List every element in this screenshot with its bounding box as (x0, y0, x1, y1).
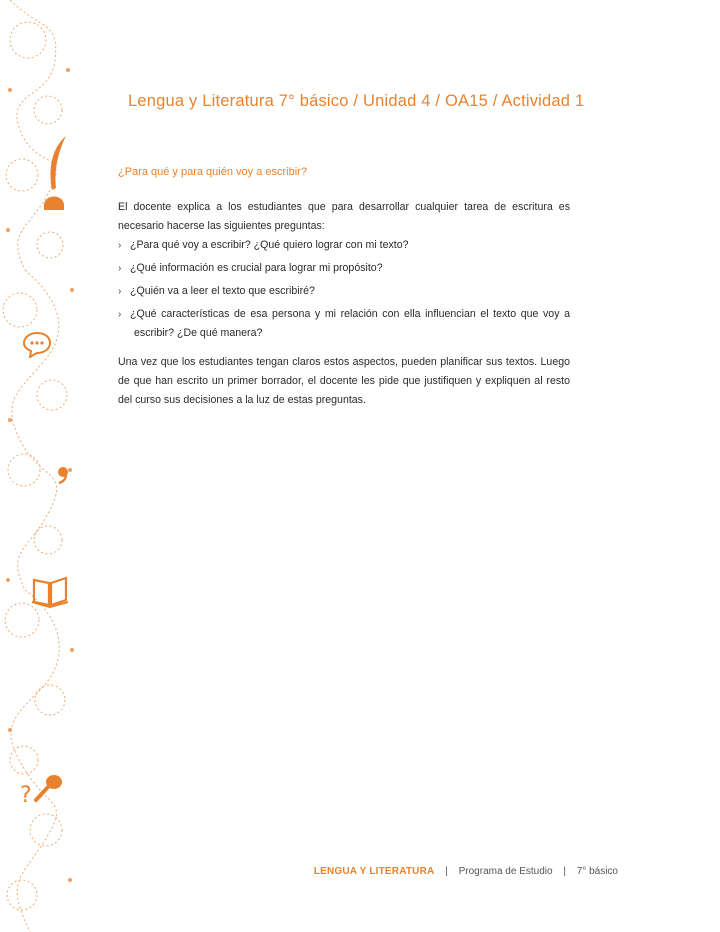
chevron-right-icon: › (118, 240, 122, 251)
speech-bubble-icon (22, 330, 52, 358)
svg-text:?: ? (20, 783, 32, 806)
footer-level: 7° básico (576, 866, 618, 877)
chevron-right-icon: › (118, 286, 122, 297)
chevron-right-icon: › (118, 309, 122, 320)
chevron-right-icon: › (118, 263, 122, 274)
footer-separator: | (563, 866, 566, 877)
page-footer (314, 866, 618, 877)
quill-icon (38, 134, 72, 218)
activity-content (118, 198, 570, 410)
list-item (118, 282, 570, 301)
footer-program: Programa de Estudio (458, 866, 553, 877)
questions-list (118, 236, 570, 343)
question-text: ¿Qué información es crucial para lograr mi propósito? (130, 262, 383, 274)
comma-icon (56, 466, 70, 484)
microphone-icon (20, 770, 66, 806)
list-item (118, 305, 570, 343)
section-title: ¿Para qué y para quién voy a escribir? (118, 166, 307, 178)
list-item (118, 259, 570, 278)
closing-paragraph: Una vez que los estudiantes tengan claros estos aspectos, pueden planificar sus textos. Luego de que han escrito un primer borrador, el docente les pide que justifiquen y expliquen al resto del curso sus decisiones a la luz de estas preguntas. (118, 356, 570, 406)
footer-separator: | (445, 866, 448, 877)
question-text: ¿Quién va a leer el texto que escribiré? (130, 285, 315, 297)
page-title: Lengua y Literatura 7° básico / Unidad 4 / OA15 / Actividad 1 (128, 92, 585, 110)
question-text: ¿Qué características de esa persona y mi relación con ella influencian el texto que voy a escribir? ¿De qué manera? (130, 308, 570, 339)
question-text: ¿Para qué voy a escribir? ¿Qué quiero lograr con mi texto? (130, 239, 409, 251)
open-book-icon (30, 574, 70, 608)
list-item (118, 236, 570, 255)
footer-subject: LENGUA Y LITERATURA (313, 866, 435, 877)
intro-paragraph: El docente explica a los estudiantes que para desarrollar cualquier tarea de escritura es necesario hacerse las siguientes preguntas: (118, 201, 570, 232)
